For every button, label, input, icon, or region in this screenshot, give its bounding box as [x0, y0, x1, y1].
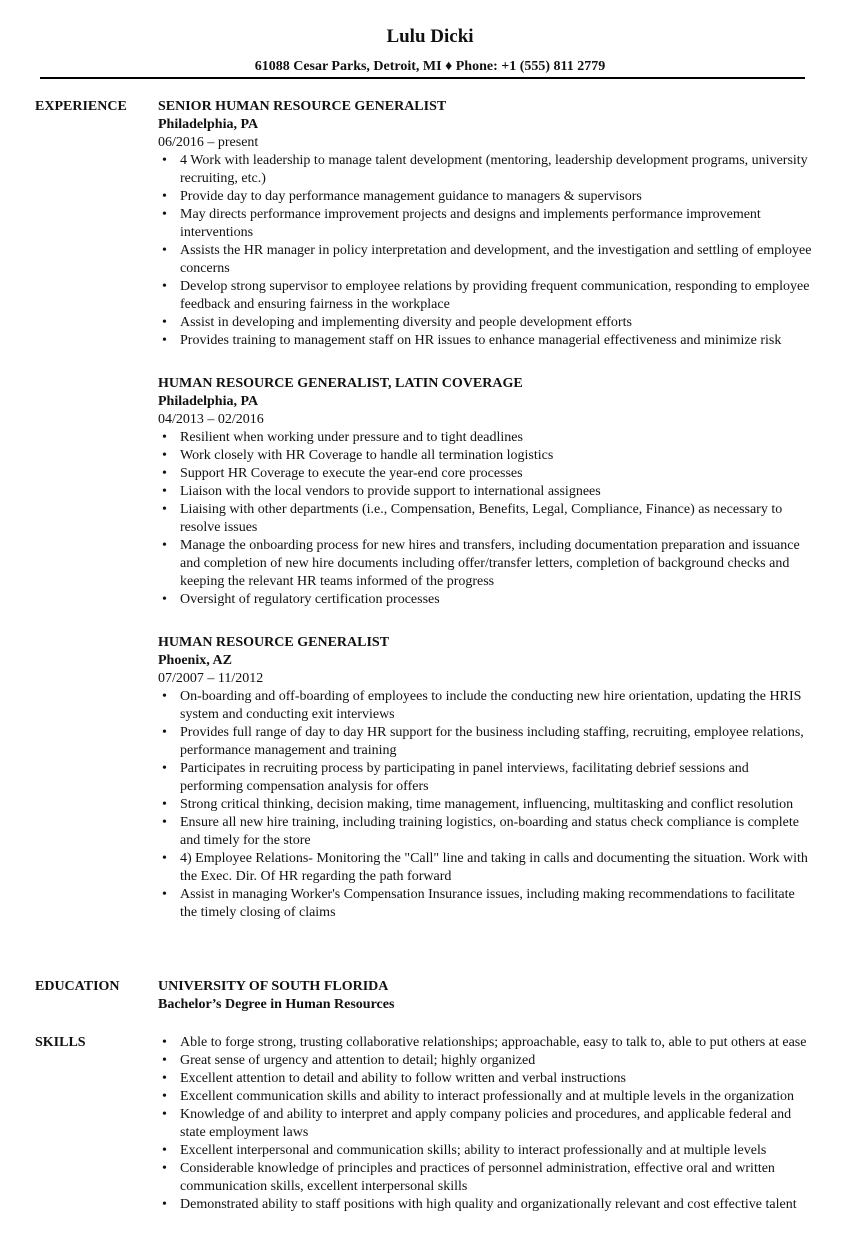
job-bullets [158, 429, 818, 609]
bullet-item: • Develop strong supervisor to employee relations by providing frequent communication, responding to employee feedback and ensuring fairness in the workplace [158, 278, 812, 314]
job-title: HUMAN RESOURCE GENERALIST, LATIN COVERAGE [158, 376, 523, 391]
section-label-experience: EXPERIENCE [35, 99, 127, 114]
bullet-item: • May directs performance improvement projects and designs and implements performance improvement interventions [158, 206, 812, 242]
skill-item: • Considerable knowledge of principles and practices of personnel administration, effective oral and written communication skills, excellent interpersonal skills [158, 1160, 812, 1196]
experience-jobs [158, 98, 818, 947]
section-label-skills: SKILLS [35, 1035, 86, 1050]
section-label-education: EDUCATION [35, 979, 120, 994]
header-divider [40, 77, 805, 79]
job-entry [158, 375, 818, 609]
job-bullets [158, 152, 818, 350]
bullet-item: • Participates in recruiting process by participating in panel interviews, facilitating debrief sessions and performing compensation analysis for offers [158, 760, 812, 796]
job-location: Philadelphia, PA [158, 117, 259, 132]
skill-item: • Great sense of urgency and attention to detail; highly organized [158, 1052, 812, 1070]
skill-item: • Excellent interpersonal and communication skills; ability to interact professionally and at multiple levels [158, 1142, 812, 1160]
job-title: HUMAN RESOURCE GENERALIST [158, 635, 390, 650]
candidate-name: Lulu Dicki [386, 26, 474, 47]
bullet-item: • Ensure all new hire training, including training logistics, on-boarding and status check compliance is complete and timely for the store [158, 814, 812, 850]
skill-item: • Knowledge of and ability to interpret and apply company policies and procedures, and applicable federal and state employment laws [158, 1106, 812, 1142]
job-location: Phoenix, AZ [158, 653, 232, 668]
bullet-item: • Manage the onboarding process for new hires and transfers, including documentation preparation and issuance and completion of new hire documents including offer/transfer letters, completion of background checks and keeping the relevant HR teams informed of the progress [158, 537, 812, 591]
job-dates: 07/2007 – 11/2012 [158, 671, 264, 686]
job-dates: 04/2013 – 02/2016 [158, 412, 264, 427]
job-entry [158, 634, 818, 922]
job-title: SENIOR HUMAN RESOURCE GENERALIST [158, 99, 447, 114]
bullet-item: • Assist in developing and implementing diversity and people development efforts [158, 314, 812, 332]
bullet-item: • Assists the HR manager in policy interpretation and development, and the investigation and settling of employee concerns [158, 242, 812, 278]
bullet-item: • Provide day to day performance management guidance to managers & supervisors [158, 188, 812, 206]
bullet-item: • Liaison with the local vendors to provide support to international assignees [158, 483, 812, 501]
skill-item: • Demonstrated ability to staff positions with high quality and organizationally relevant and cost effective talent [158, 1196, 812, 1214]
skill-item: • Excellent communication skills and ability to interact professionally and at multiple levels in the organization [158, 1088, 812, 1106]
degree: Bachelor’s Degree in Human Resources [158, 997, 395, 1012]
contact-info: 61088 Cesar Parks, Detroit, MI ♦ Phone: +1 (555) 811 2779 [254, 59, 606, 74]
bullet-item: • Liaising with other departments (i.e., Compensation, Benefits, Legal, Compliance, Finance) as necessary to resolve issues [158, 501, 812, 537]
bullet-item: • Assist in managing Worker's Compensation Insurance issues, including making recommendations to facilitate the timely closing of claims [158, 886, 812, 922]
job-bullets [158, 688, 818, 922]
bullet-item: • Resilient when working under pressure and to tight deadlines [158, 429, 812, 447]
bullet-item: • On-boarding and off-boarding of employees to include the conducting new hire orientation, updating the HRIS system and conducting exit interviews [158, 688, 812, 724]
skill-item: • Excellent attention to detail and ability to follow written and verbal instructions [158, 1070, 812, 1088]
job-location: Philadelphia, PA [158, 394, 259, 409]
bullet-item: • Provides training to management staff on HR issues to enhance managerial effectiveness and minimize risk [158, 332, 812, 350]
skills-list [158, 1034, 818, 1214]
bullet-item: • Strong critical thinking, decision making, time management, influencing, multitasking and conflict resolution [158, 796, 812, 814]
skill-item: • Able to forge strong, trusting collaborative relationships; approachable, easy to talk to, able to put others at ease [158, 1034, 812, 1052]
job-dates: 06/2016 – present [158, 135, 259, 150]
bullet-item: • Work closely with HR Coverage to handle all termination logistics [158, 447, 812, 465]
bullet-item: • Provides full range of day to day HR support for the business including staffing, recruiting, employee relations, performance management and training [158, 724, 812, 760]
bullet-item: • Oversight of regulatory certification processes [158, 591, 812, 609]
bullet-item: • 4) Employee Relations- Monitoring the "Call" line and taking in calls and documenting the situation. Work with the Exec. Dir. Of HR regarding the path forward [158, 850, 812, 886]
bullet-item: • 4 Work with leadership to manage talent development (mentoring, leadership development programs, university recruiting, etc.) [158, 152, 812, 188]
bullet-item: • Support HR Coverage to execute the year-end core processes [158, 465, 812, 483]
job-entry [158, 98, 818, 350]
school-name: UNIVERSITY OF SOUTH FLORIDA [158, 979, 389, 994]
